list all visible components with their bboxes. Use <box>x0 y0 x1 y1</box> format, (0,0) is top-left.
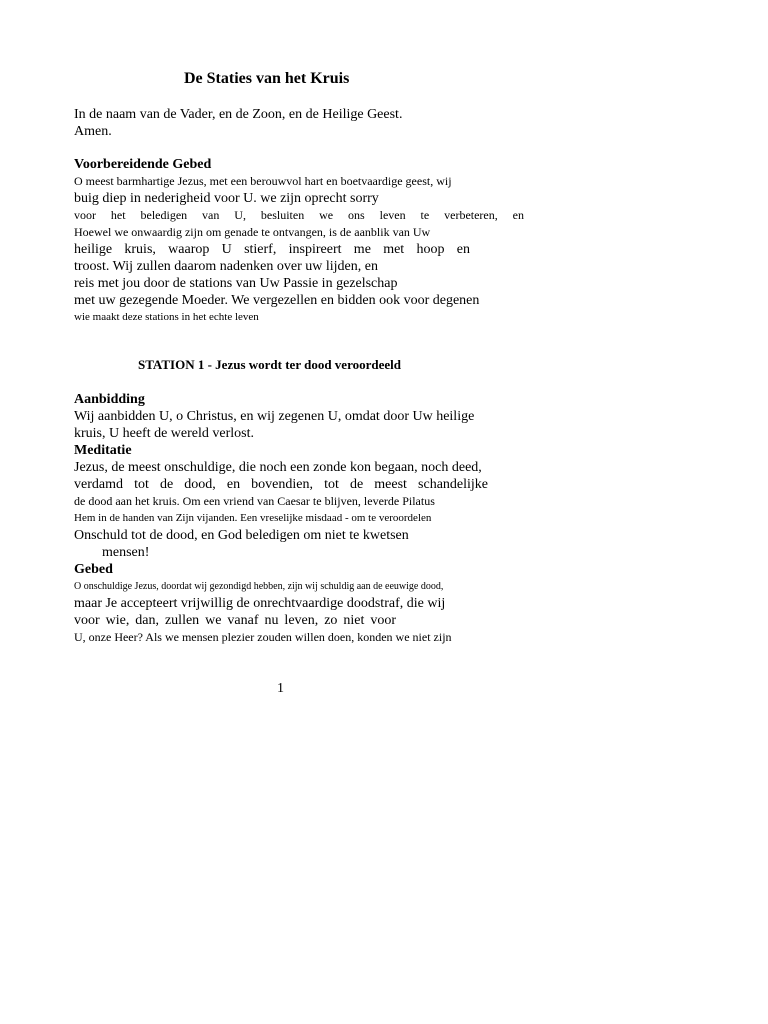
paragraph-line: Wij aanbidden U, o Christus, en wij zegenen U, omdat door Uw heilige <box>74 409 475 424</box>
adoration-heading: Aanbidding <box>74 392 145 407</box>
preparatory-prayer <box>74 156 524 326</box>
opening-line: Amen. <box>74 124 112 139</box>
meditation-heading: Meditatie <box>74 443 132 458</box>
paragraph-line: wie maakt deze stations in het echte leven <box>74 311 259 323</box>
station-1-title: STATION 1 - Jezus wordt ter dood veroordeeld <box>138 357 401 372</box>
paragraph-line: Jezus, de meest onschuldige, die noch een zonde kon begaan, noch deed, <box>74 460 482 475</box>
paragraph-line: voor het beledigen van U, besluiten we ons leven te verbeteren, en <box>74 208 524 222</box>
paragraph-line: met uw gezegende Moeder. We vergezellen en bidden ook voor degenen <box>74 293 480 308</box>
station-1-body <box>74 391 524 646</box>
paragraph-line: voor wie, dan, zullen we vanaf nu leven, zo niet voor <box>74 613 396 628</box>
paragraph-line: maar Je accepteert vrijwillig de onrechtvaardige doodstraf, die wij <box>74 596 446 611</box>
paragraph-line: heilige kruis, waarop U stierf, inspireert me met hoop en <box>74 242 470 257</box>
paragraph-line: verdamd tot de dood, en bovendien, tot de meest schandelijke <box>74 477 488 492</box>
paragraph-line: kruis, U heeft de wereld verlost. <box>74 426 254 441</box>
page-number: 1 <box>277 681 284 696</box>
paragraph-line: reis met jou door de stations van Uw Passie in gezelschap <box>74 276 398 291</box>
paragraph-line: O onschuldige Jezus, doordat wij gezondigd hebben, zijn wij schuldig aan de eeuwige dood, <box>74 581 444 592</box>
paragraph-line: buig diep in nederigheid voor U. we zijn oprecht sorry <box>74 191 379 206</box>
preparatory-prayer-heading: Voorbereidende Gebed <box>74 157 212 172</box>
document-title: De Staties van het Kruis <box>184 70 350 87</box>
opening-line: In de naam van de Vader, en de Zoon, en de Heilige Geest. <box>74 107 403 122</box>
paragraph-line: Onschuld tot de dood, en God beledigen om niet te kwetsen <box>74 528 409 543</box>
paragraph-line: U, onze Heer? Als we mensen plezier zouden willen doen, konden we niet zijn <box>74 630 452 644</box>
paragraph-line: mensen! <box>102 545 150 560</box>
opening-invocation <box>74 106 524 140</box>
paragraph-line: troost. Wij zullen daarom nadenken over uw lijden, en <box>74 259 378 274</box>
paragraph-line: de dood aan het kruis. Om een vriend van Caesar te blijven, leverde Pilatus <box>74 494 435 508</box>
paragraph-line: O meest barmhartige Jezus, met een berouwvol hart en boetvaardige geest, wij <box>74 174 452 188</box>
paragraph-line: Hoewel we onwaardig zijn om genade te ontvangen, is de aanblik van Uw <box>74 225 431 239</box>
prayer-heading: Gebed <box>74 562 113 577</box>
paragraph-line: Hem in de handen van Zijn vijanden. Een vreselijke misdaad - om te veroordelen <box>74 512 432 524</box>
